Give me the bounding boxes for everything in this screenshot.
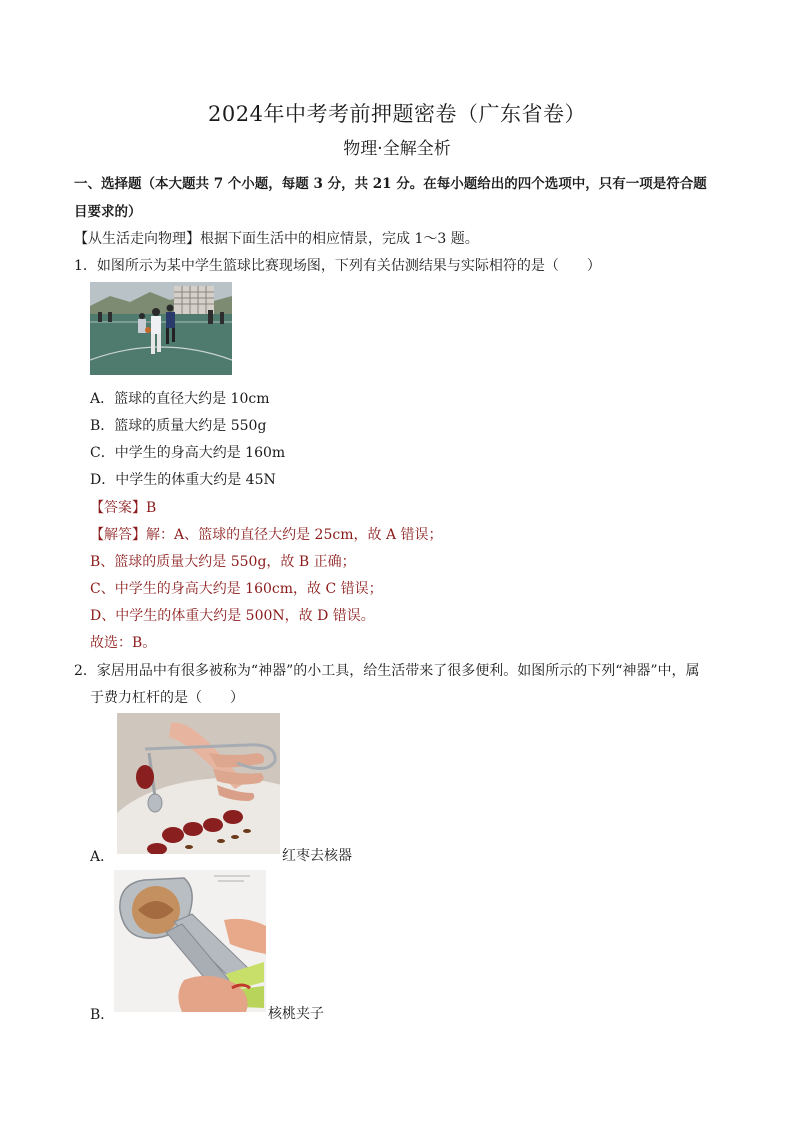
q1-option-d: D．中学生的体重大约是 45N — [90, 472, 276, 488]
walnut-cracker-photo — [114, 870, 266, 1012]
section-heading-line2: 目要求的） — [74, 204, 142, 220]
q1-stem: 1．如图所示为某中学生篮球比赛现场图，下列有关估测结果与实际相符的是（ ） — [74, 258, 601, 274]
page-subtitle: 物理·全解全析 — [343, 139, 451, 159]
page-title: 2024年中考考前押题密卷（广东省卷） — [208, 102, 586, 126]
q1-analysis-line2: B、篮球的质量大约是 550g，故 B 正确； — [90, 554, 356, 570]
q2-option-b-letter: B． — [90, 1007, 115, 1023]
q2-option-a-text: 红枣去核器 — [282, 848, 352, 864]
q2-stem-line1: 2．家居用品中有很多被称为“神器”的小工具，给生活带来了很多便利。如图所示的下列“神器”中，属 — [74, 663, 700, 679]
section-heading-line1: 一、选择题（本大题共 7 个小题，每题 3 分，共 21 分。在每小题给出的四个选项中，只有一项是符合题 — [74, 176, 707, 192]
date-pitter-photo — [117, 713, 280, 854]
q1-option-c: C．中学生的身高大约是 160m — [90, 445, 286, 461]
q1-option-b: B．篮球的质量大约是 550g — [90, 418, 267, 434]
basketball-photo — [90, 282, 232, 375]
q2-option-b-text: 核桃夹子 — [268, 1006, 324, 1022]
intro-text: 【从生活走向物理】根据下面生活中的相应情景，完成 1～3 题。 — [74, 231, 479, 247]
q2-option-a-letter: A． — [90, 849, 115, 865]
q1-option-a: A．篮球的直径大约是 10cm — [90, 391, 270, 407]
q2-stem-line2: 于费力杠杆的是（ ） — [90, 690, 244, 706]
q1-analysis-line3: C、中学生的身高大约是 160cm，故 C 错误； — [90, 581, 383, 597]
q1-analysis-line5: 故选：B。 — [90, 635, 157, 651]
q1-analysis-line1: 【解答】解：A、篮球的直径大约是 25cm，故 A 错误； — [90, 527, 443, 543]
q1-answer: 【答案】B — [90, 500, 157, 516]
q1-analysis-line4: D、中学生的体重大约是 500N，故 D 错误。 — [90, 608, 375, 624]
